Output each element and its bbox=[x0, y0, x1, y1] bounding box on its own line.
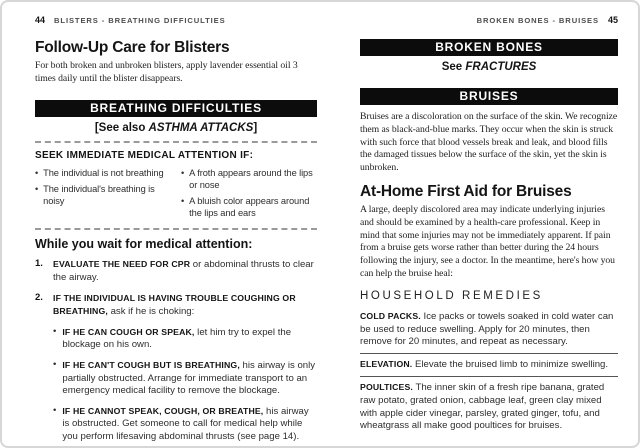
bruises-banner: BRUISES bbox=[360, 88, 618, 105]
bullet-icon: • bbox=[35, 183, 39, 194]
remedy-cold-packs: COLD PACKS. Ice packs or towels soaked in cold water can be used to reduce swelling. Apply for 20 minutes, then remove for 20 minutes, and repeat as necessary. bbox=[360, 310, 614, 348]
bullet-icon: • bbox=[53, 325, 57, 337]
athome-first-aid-heading: At-Home First Aid for Bruises bbox=[360, 182, 572, 200]
bruises-intro: Bruises are a discoloration on the surface of the skin. We recognize them as black-and-blue marks. They occur when the skin is struck with such force that blood vessels break and leak, and blood fills the damaged tissues below the surface of the skin, yet the skin is unbroken. bbox=[360, 111, 618, 174]
see-also-suffix: ] bbox=[253, 121, 258, 134]
sub-item-3 bbox=[53, 405, 317, 444]
page-number-right: 45 bbox=[607, 15, 618, 25]
remedy-poultices: POULTICES. The inner skin of a fresh ripe banana, grated raw potato, grated onion, cabbage leaf, green clay mixed with apple cider vinegar, parsley, grated ginger, tofu, and wheatgrass all make good poultices for bruises. bbox=[360, 376, 618, 437]
item-text: EVALUATE THE NEED FOR CPR or abdominal thrusts to clear the airway. bbox=[53, 259, 314, 283]
seek-attention-heading: SEEK IMMEDIATE MEDICAL ATTENTION IF: bbox=[35, 149, 254, 161]
breathing-difficulties-banner: BREATHING DIFFICULTIES bbox=[35, 100, 317, 117]
sub-item-text: IF HE CAN'T COUGH BUT IS BREATHING, his airway is only partially obstructed. Arrange for immediate transport to an emergency medical facility to remove the blockage. bbox=[62, 359, 316, 397]
sub-item-1 bbox=[53, 326, 317, 352]
sub-item-text: IF HE CAN COUGH OR SPEAK, let him try to expel the blockage on his own. bbox=[62, 326, 292, 351]
sub-item-text: IF HE CANNOT SPEAK, COUGH, OR BREATHE, his airway is obstructed. Get someone to call for medical help while you perform lifesaving abdominal thrusts (see page 14). bbox=[62, 405, 309, 442]
page-left bbox=[35, 15, 317, 448]
seek-item-text: A bluish color appears around the lips and ears bbox=[189, 196, 310, 219]
household-remedies-heading: HOUSEHOLD REMEDIES bbox=[360, 289, 543, 302]
see-also-line bbox=[35, 122, 317, 134]
see-also-reference: ASTHMA ATTACKS bbox=[148, 121, 254, 134]
broken-bones-banner: BROKEN BONES bbox=[360, 39, 618, 56]
running-head-title-left: BLISTERS - BREATHING DIFFICULTIES bbox=[54, 16, 226, 25]
item-text: IF THE INDIVIDUAL IS HAVING TROUBLE COUGHING OR BREATHING, ask if he is choking: bbox=[53, 292, 296, 318]
fractures-reference: FRACTURES bbox=[465, 61, 537, 73]
bullet-icon: • bbox=[181, 167, 185, 178]
wait-instructions-list bbox=[35, 258, 317, 318]
list-item bbox=[35, 183, 171, 207]
list-item bbox=[181, 167, 317, 191]
running-head-title-right: BROKEN BONES - BRUISES bbox=[476, 16, 599, 25]
page-right bbox=[360, 15, 618, 437]
dashed-divider-bottom bbox=[35, 228, 317, 230]
choking-sub-list bbox=[35, 326, 317, 444]
running-head-right bbox=[360, 15, 618, 24]
seek-item-text: A froth appears around the lips or nose bbox=[189, 167, 313, 190]
item-number: 2. bbox=[35, 291, 43, 303]
see-fractures-line bbox=[360, 61, 618, 73]
dashed-divider-top bbox=[35, 141, 317, 143]
list-item bbox=[35, 167, 171, 179]
wait-instructions-heading: While you wait for medical attention: bbox=[35, 237, 253, 252]
remedy-elevation: ELEVATION. Elevate the bruised limb to minimize swelling. bbox=[360, 353, 618, 376]
bullet-icon: • bbox=[53, 404, 57, 416]
sub-item-2 bbox=[53, 359, 317, 398]
numbered-item-2 bbox=[35, 292, 317, 319]
running-head-left bbox=[35, 15, 317, 24]
bullet-icon: • bbox=[53, 358, 57, 370]
list-item bbox=[181, 195, 317, 219]
remedies-list bbox=[360, 306, 618, 437]
seek-column-1 bbox=[35, 167, 171, 224]
see-also-prefix: [See also bbox=[94, 121, 149, 134]
item-number: 1. bbox=[35, 258, 43, 270]
page-number-left: 44 bbox=[35, 15, 46, 25]
bullet-icon: • bbox=[181, 196, 185, 206]
followup-care-heading: Follow-Up Care for Blisters bbox=[35, 39, 230, 56]
seek-item-text: The individual's breathing is noisy bbox=[43, 183, 155, 206]
numbered-item-1 bbox=[35, 258, 317, 284]
bullet-icon: • bbox=[35, 167, 39, 178]
followup-care-body: For both broken and unbroken blisters, apply lavender essential oil 3 times daily until the blister disappears. bbox=[35, 60, 298, 84]
seek-column-2 bbox=[181, 167, 317, 224]
seek-item-text: The individual is not breathing bbox=[43, 167, 164, 178]
athome-first-aid-body: A large, deeply discolored area may indicate underlying injuries and should be examined by a health-care professional. Keep in mind that some injuries may not be immediately apparent. If pain from a bruise gets worse rather than better during the 24 hours following the injury, see a doctor. In the meantime, here's how you can help the bruise heal: bbox=[360, 203, 615, 279]
see-prefix: See bbox=[441, 61, 466, 73]
seek-attention-columns bbox=[35, 167, 317, 224]
